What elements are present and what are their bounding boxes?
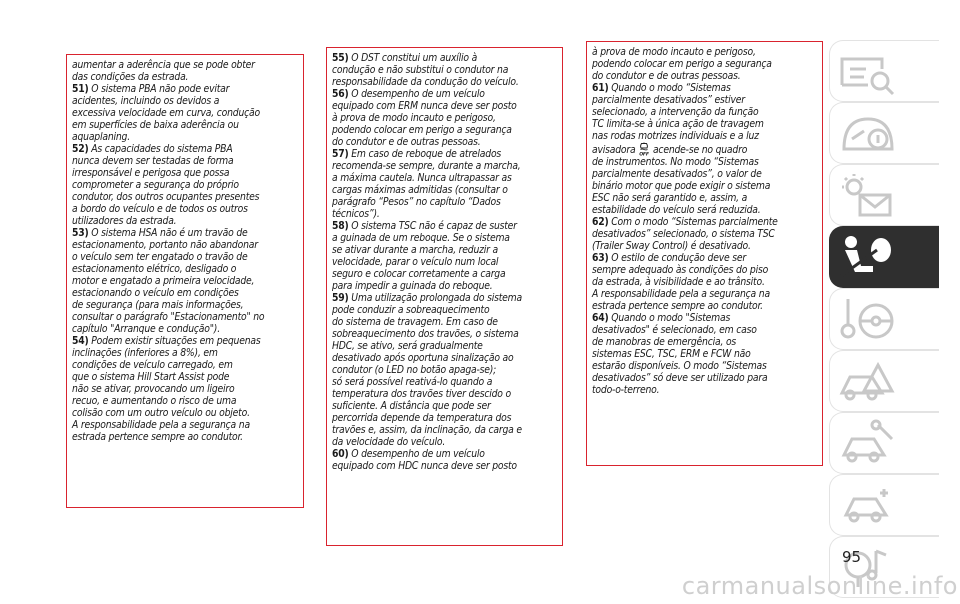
light-message-icon xyxy=(838,171,898,221)
notes-column-2 xyxy=(326,47,563,546)
note-55: 55) O DST constitui um auxílio à condução e não substitui o condutor na responsabilidade da condução do veículo. xyxy=(332,52,519,88)
note-58: 58) O sistema TSC não é capaz de suster a guinada de um reboque. Se o sistema se ativar durante a marcha, reduzir a velocidade, parar o veículo num local seguro e colocar corretamente a carga para impedir a guinada do reboque. xyxy=(332,220,517,292)
key-steering-icon xyxy=(838,295,898,345)
notes-column-1 xyxy=(66,54,304,508)
note-52: 52) As capacidades do sistema PBA nunca devem ser testadas de forma irresponsável e perigosa que possa comprometer a segurança do próprio condutor, dos outros ocupantes presentes a bordo do veículo e de todos os outros utilizadores da estrada. xyxy=(72,143,260,227)
svg-text:OFF: OFF xyxy=(639,152,650,156)
note-61: 61) Quando o modo “Sistemas parcialmente desativados” estiver selecionado, a intervenção da função TC limita-se à única ação de travagem nas rodas motrizes individuais e a luz avisadora OFF acende-se no quadro de instrumentos. No modo “Sistemas parcialmente desativados”, o valor de binário motor que pode exigir o sistema ESC não será garantido e, assim, a estabilidade do veículo será reduzida. xyxy=(592,82,771,216)
note-64: 64) Quando o modo "Sistemas desativados" é selecionado, em caso de manobras de emergência, os sistemas ESC, TSC, ERM e FCW não estarão disponíveis. O modo “Sistemas desativados” só deve ser utilizado para todo-o-terreno. xyxy=(592,312,768,396)
note-60: 60) O desempenho de um veículo equipado com HDC nunca deve ser posto xyxy=(332,448,517,472)
instrument-info-icon xyxy=(838,109,898,159)
watermark: carmanualsonline.info xyxy=(681,572,958,600)
car-technical-icon xyxy=(838,481,898,531)
maintenance-tab[interactable] xyxy=(829,412,939,474)
note-59: 59) Uma utilização prolongada do sistema pode conduzir a sobreaquecimento do sistema de travagem. Em caso de sobreaquecimento dos travões, o sistema HDC, se ativo, será gradualmente desativado após oportuna sinalização ao condutor (o LED no botão apaga-se); só será possível reativá-lo quando a temperatura dos travões tiver descido o suficiente. A distância que pode ser percorrida depende da temperatura dos travões e, assim, da inclinação, da carga e da velocidade do veículo. xyxy=(332,292,522,448)
warning-lights-tab[interactable] xyxy=(829,102,939,164)
dashboard-search-icon xyxy=(838,47,898,97)
note-51: 51) O sistema PBA não pode evitar acidentes, incluindo os devidos a excessiva velocidade em curva, condução em superfícies de baixa aderência ou aquaplaning. xyxy=(72,83,260,143)
note-56: 56) O desempenho de um veículo equipado com ERM nunca deve ser posto à prova de modo incauto e perigoso, podendo colocar em perigo a segurança do condutor e de outras pessoas. xyxy=(332,88,517,148)
note-53: 53) O sistema HSA não é um travão de estacionamento, portanto não abandonar o veículo sem ter engatado o travão de estacionamento elétrico, desligado o motor e engatado a primeira velocidade, estacionando o veículo em condições de segurança (para mais informações, consultar o parágrafo "Estacionamento" no capítulo "Arranque e condução"). xyxy=(72,227,265,335)
note-continuation: aumentar a aderência que se pode obter das condições da estrada. xyxy=(72,59,255,83)
notes-column-3 xyxy=(586,41,823,466)
esc-off-icon xyxy=(638,142,650,156)
warning-triangle-car-icon xyxy=(838,357,898,407)
note-57: 57) Em caso de reboque de atrelados recomenda-se sempre, durante a marcha, a máxima cautela. Nunca ultrapassar as cargas máximas admitidas (consultar o parágrafo “Pesos” no capítulo “Dados técnicos”). xyxy=(332,148,521,220)
note-continuation-2: à prova de modo incauto e perigoso, podendo colocar em perigo a segurança do condutor e de outras pessoas. xyxy=(592,46,772,82)
wrench-car-icon xyxy=(838,419,898,469)
lights-messages-tab[interactable] xyxy=(829,164,939,226)
emergency-tab[interactable] xyxy=(829,350,939,412)
technical-data-tab[interactable] xyxy=(829,474,939,536)
airbag-seat-icon xyxy=(837,232,897,282)
page-number: 95 xyxy=(842,548,862,566)
note-54: 54) Podem existir situações em pequenas inclinações (inferiores a 8%), em condições de veículo carregado, em que o sistema Hill Start Assist pode não se ativar, provocando um ligeiro recuo, e aumentando o risco de uma colisão com um outro veículo ou objeto. A responsabilidade pela a segurança na estrada pertence sempre ao condutor. xyxy=(72,335,261,443)
note-62: 62) Com o modo “Sistemas parcialmente desativados” selecionado, o sistema TSC (Trailer Sway Control) é desativado. xyxy=(592,216,778,252)
starting-driving-tab[interactable] xyxy=(829,288,939,350)
note-63: 63) O estilo de condução deve ser sempre adequado às condições do piso da estrada, à visibilidade e ao trânsito. A responsabilidade pela a segurança na estrada pertence sempre ao condutor. xyxy=(592,252,770,312)
safety-tab[interactable] xyxy=(829,226,939,288)
dashboard-tab[interactable] xyxy=(829,40,939,102)
